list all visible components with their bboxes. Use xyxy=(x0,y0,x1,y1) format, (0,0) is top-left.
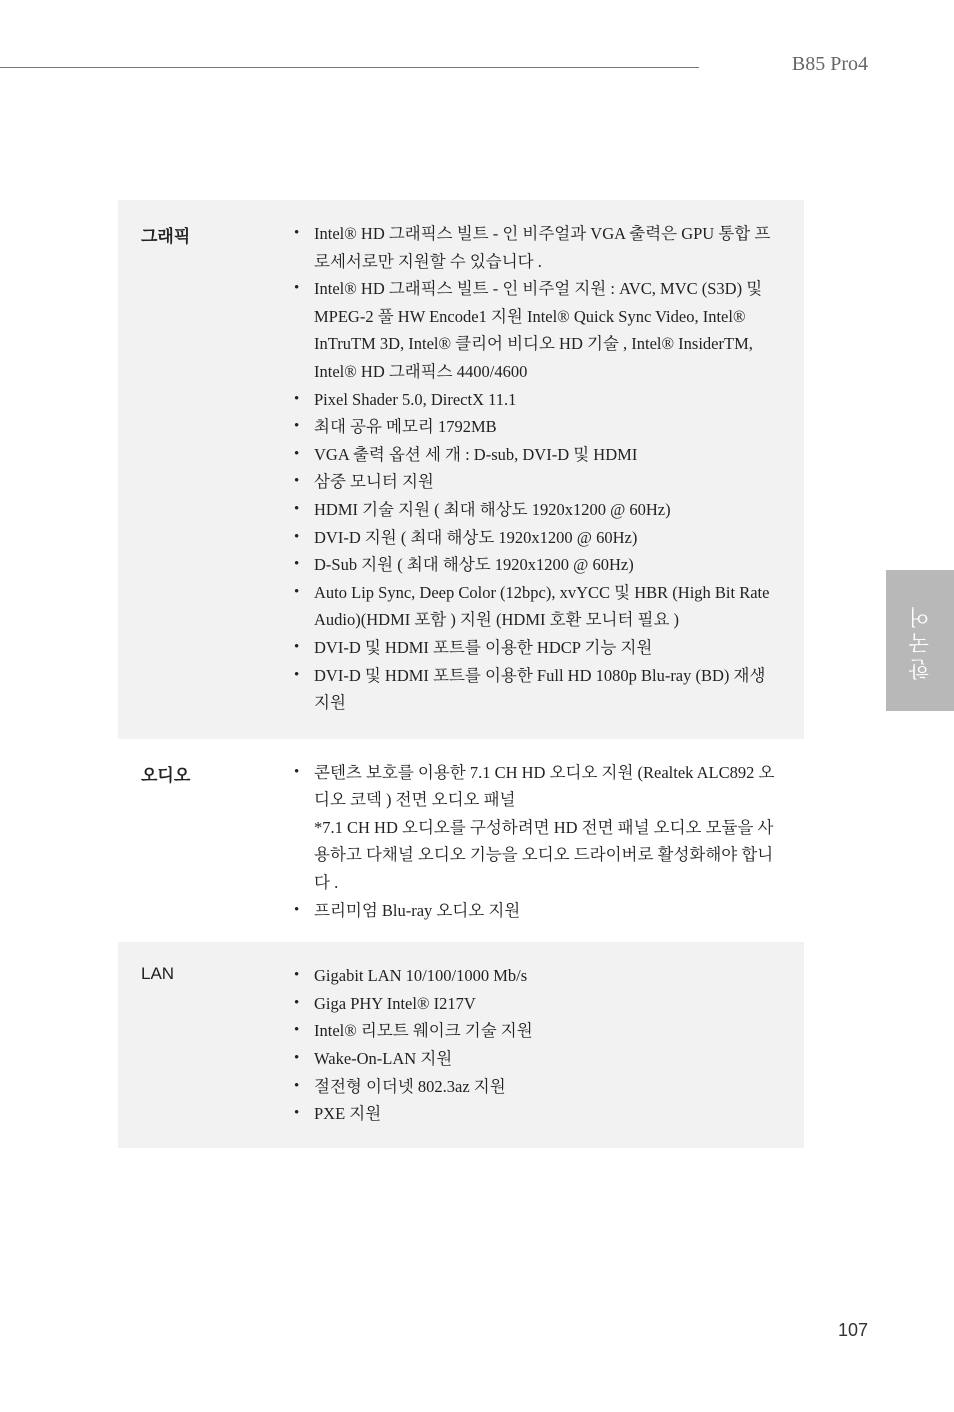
list-item: • Auto Lip Sync, Deep Color (12bpc), xvYCC 및 HBR (High Bit Rate Audio)(HDMI 포함 ) 지원 (HDMI 호환 모니터 필요 ) xyxy=(290,579,780,634)
list-item: • VGA 출력 옵션 세 개 : D-sub, DVI-D 및 HDMI xyxy=(290,441,780,469)
list-item: • 콘텐츠 보호를 이용한 7.1 CH HD 오디오 지원 (Realtek ALC892 오디오 코덱 ) 전면 오디오 패널 xyxy=(290,759,780,814)
list-item: • DVI-D 및 HDMI 포트를 이용한 HDCP 기능 지원 xyxy=(290,634,780,662)
section-label: 그래픽 xyxy=(141,227,191,247)
section-label: 오디오 xyxy=(141,765,191,786)
page-number: 107 xyxy=(837,1320,868,1340)
item-list xyxy=(290,220,780,717)
spec-table xyxy=(118,200,804,1148)
list-item: • Intel® 리모트 웨이크 기술 지원 xyxy=(290,1017,780,1045)
list-item: • PXE 지원 xyxy=(290,1100,780,1128)
list-item: • 삼중 모니터 지원 xyxy=(290,468,780,496)
list-item: • Wake-On-LAN 지원 xyxy=(290,1045,780,1073)
item-list xyxy=(290,962,780,1128)
section-label: LAN xyxy=(141,964,175,984)
list-item: • 절전형 이더넷 802.3az 지원 xyxy=(290,1073,780,1101)
section-audio xyxy=(118,739,804,943)
list-item: • Gigabit LAN 10/100/1000 Mb/s xyxy=(290,962,780,990)
list-item: • D-Sub 지원 ( 최대 해상도 1920x1200 @ 60Hz) xyxy=(290,551,780,579)
list-item: • DVI-D 및 HDMI 포트를 이용한 Full HD 1080p Blu-ray (BD) 재생 지원 xyxy=(290,662,780,717)
section-lan xyxy=(118,942,804,1148)
list-item: • Giga PHY Intel® I217V xyxy=(290,990,780,1018)
list-item: • 최대 공유 메모리 1792MB xyxy=(290,413,780,441)
list-item: • 프리미엄 Blu-ray 오디오 지원 xyxy=(290,897,780,925)
header-rule xyxy=(0,67,699,68)
list-item-note: *7.1 CH HD 오디오를 구성하려면 HD 전면 패널 오디오 모듈을 사용하고 다채널 오디오 기능을 오디오 드라이버로 활성화해야 합니다 . xyxy=(314,817,774,893)
item-list xyxy=(290,759,780,925)
list-item: • Intel® HD 그래픽스 빌트 - 인 비주얼 지원 : AVC, MVC (S3D) 및 MPEG-2 풀 HW Encode1 지원 Intel® Quick Sync Video, Intel® InTruTM 3D, Intel® 클리어 비디오 HD 기술 , Intel® InsiderTM, Intel® HD 그래픽스 4400/4600 xyxy=(290,275,780,385)
list-item: • DVI-D 지원 ( 최대 해상도 1920x1200 @ 60Hz) xyxy=(290,524,780,552)
header-title: B85 Pro4 xyxy=(791,53,868,75)
language-tab xyxy=(886,570,954,711)
list-item: • Pixel Shader 5.0, DirectX 11.1 xyxy=(290,386,780,414)
section-graphics xyxy=(118,200,804,739)
list-item: • HDMI 기술 지원 ( 최대 해상도 1920x1200 @ 60Hz) xyxy=(290,496,780,524)
list-item: • Intel® HD 그래픽스 빌트 - 인 비주얼과 VGA 출력은 GPU 통합 프로세서로만 지원할 수 있습니다 . xyxy=(290,220,780,275)
language-tab-label: 한국어 xyxy=(908,601,932,680)
